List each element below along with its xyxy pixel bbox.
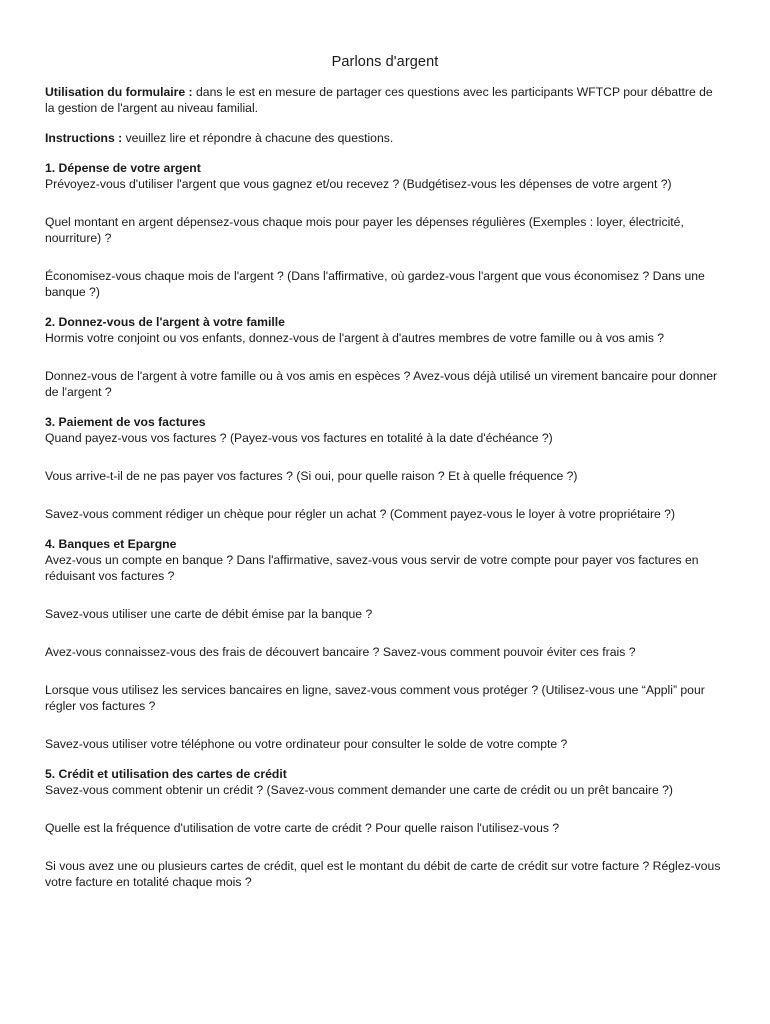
question: Donnez-vous de l'argent à votre famille ou à vos amis en espèces ? Avez-vous déjà utilisé un virement bancaire pour donner de l'argent ? [45,369,718,399]
question: Quelle est la fréquence d'utilisation de votre carte de crédit ? Pour quelle raison l'utilisez-vous ? [45,821,560,835]
section-heading: 5. Crédit et utilisation des cartes de crédit [45,767,287,781]
instructions-text: veuillez lire et répondre à chacune des questions. [122,131,394,145]
question: Quel montant en argent dépensez-vous chaque mois pour payer les dépenses régulières (Exemples : loyer, électricité, nourriture) ? [45,215,684,245]
section-bills [45,414,725,522]
question: Savez-vous comment obtenir un crédit ? (Savez-vous comment demander une carte de crédit ou un prêt bancaire ?) [45,783,673,797]
question: Prévoyez-vous d'utiliser l'argent que vous gagnez et/ou recevez ? (Budgétisez-vous les dépenses de votre argent ?) [45,177,672,191]
question: Si vous avez une ou plusieurs cartes de crédit, quel est le montant du débit de carte de crédit sur votre facture ? Réglez-vous votre facture en totalité chaque mois ? [45,859,721,889]
question: Savez-vous utiliser votre téléphone ou votre ordinateur pour consulter le solde de votre compte ? [45,737,568,751]
question: Économisez-vous chaque mois de l'argent ? (Dans l'affirmative, où gardez-vous l'argent que vous économisez ? Dans une banque ?) [45,269,705,299]
section-heading: 3. Paiement de vos factures [45,415,206,429]
section-heading: 2. Donnez-vous de l'argent à votre famille [45,315,285,329]
section-heading: 4. Banques et Epargne [45,537,177,551]
intro-paragraph [45,84,725,116]
section-family [45,314,725,400]
intro-text: dans le est en mesure de partager ces questions avec les participants WFTCP pour débattre de la gestion de l'argent au niveau familial. [45,85,713,115]
document-page [45,52,725,904]
question: Hormis votre conjoint ou vos enfants, donnez-vous de l'argent à d'autres membres de votre famille ou à vos amis ? [45,331,665,345]
page-title: Parlons d'argent [331,54,439,70]
instructions-label: Instructions : [45,131,123,145]
question: Vous arrive-t-il de ne pas payer vos factures ? (Si oui, pour quelle raison ? Et à quelle fréquence ?) [45,469,578,483]
question: Avez-vous un compte en banque ? Dans l'affirmative, savez-vous vous servir de votre compte pour payer vos factures en réduisant vos factures ? [45,553,699,583]
section-banking [45,536,725,752]
question: Avez-vous connaissez-vous des frais de découvert bancaire ? Savez-vous comment pouvoir éviter ces frais ? [45,645,636,659]
question: Quand payez-vous vos factures ? (Payez-vous vos factures en totalité à la date d'échéance ?) [45,431,553,445]
section-heading: 1. Dépense de votre argent [45,161,201,175]
section-credit [45,766,725,890]
section-spending [45,160,725,300]
question: Savez-vous comment rédiger un chèque pour régler un achat ? (Comment payez-vous le loyer à votre propriétaire ?) [45,507,676,521]
question: Savez-vous utiliser une carte de débit émise par la banque ? [45,607,373,621]
intro-label: Utilisation du formulaire : [45,85,193,99]
instructions-paragraph [45,130,725,146]
question: Lorsque vous utilisez les services bancaires en ligne, savez-vous comment vous protéger ? (Utilisez-vous une “Appli” pour régler vos factures ? [45,683,705,713]
